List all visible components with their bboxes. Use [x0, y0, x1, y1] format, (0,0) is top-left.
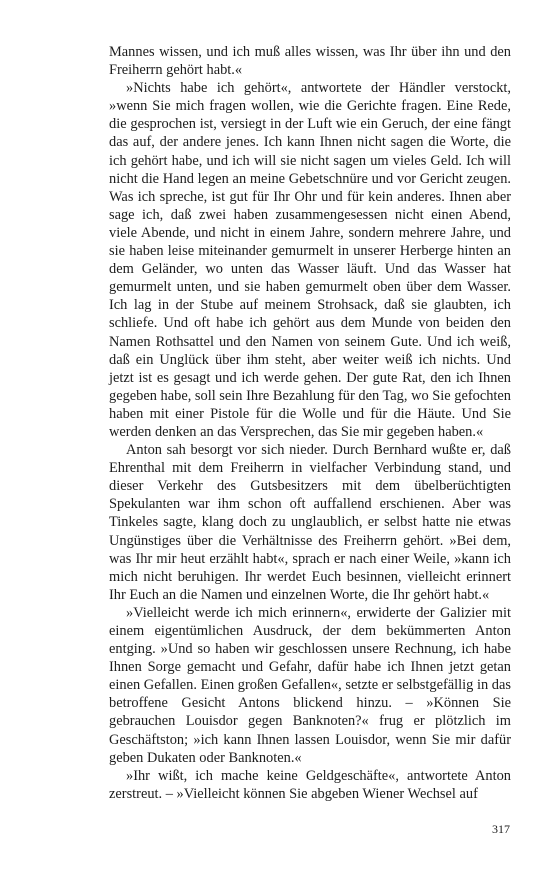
- page-number: 317: [492, 822, 510, 836]
- paragraph-3: Anton sah besorgt vor sich nieder. Durch Bernhard wußte er, daß Ehrenthal mit dem Freiherrn in vielfacher Verbindung stand, und dieser Verkehr des Gutsbesitzers mit dem übelberüchtigten Spekulanten war ihm schon oft auffallend erschienen. Aber was Tinkeles sagte, klang doch zu unglaublich, er selbst hatte nie etwas Ungünstiges über die Verhältnisse des Freiherrn gehört. »Bei dem, was Ihr mir heut erzählt habt«, sprach er nach einer Weile, »kann ich mich nicht beruhigen. Ihr werdet Euch besinnen, vielleicht erinnert Ihr Euch an die Namen und einzelnen Worte, die Ihr gehört habt.«: [109, 442, 511, 603]
- body-text: [109, 43, 511, 803]
- paragraph-5: »Ihr wißt, ich mache keine Geldgeschäfte«, antwortete Anton zerstreut. – »Vielleicht können Sie abgeben Wiener Wechsel auf: [109, 767, 511, 802]
- paragraph-4: »Vielleicht werde ich mich erinnern«, erwiderte der Galizier mit einem eigentümlichen Ausdruck, der dem bekümmerten Anton entging. »Und so haben wir geschlossen unsere Rechnung, ich habe Ihnen Sorge gemacht und Gefahr, dafür habe ich Ihnen jetzt getan einen Gefallen. Einen großen Gefallen«, setzte er selbstgefällig in das betroffene Gesicht Antons blickend hinzu. – »Können Sie gebrauchen Louisdor gegen Banknoten?« frug er plötzlich im Geschäftston; »ich kann Ihnen lassen Louisdor, wenn Sie mir dafür geben Dukaten oder Banknoten.«: [109, 604, 511, 766]
- paragraph-1: Mannes wissen, und ich muß alles wissen, was Ihr über ihn und den Freiherrn gehört habt.«: [109, 44, 511, 79]
- paragraph-2: »Nichts habe ich gehört«, antwortete der Händler verstockt, »wenn Sie mich fragen wollen, wie die Gerichte fragen. Eine Rede, die gesprochen ist, versiegt in der Luft wie ein Geruch, der eine fängt das auf, der andere jenes. Ich kann Ihnen nicht sagen die Worte, die ich gehört habe, und ich will sie nicht sagen um vieles Geld. Ich will nicht die Hand legen an meine Gebetschnüre und vor Gericht zeugen. Was ich spreche, ist gut für Ihr Ohr und für kein anderes. Ihnen aber sage ich, daß zwei haben zusammengesessen nicht einen Abend, viele Abende, und nicht in einem Jahre, sondern mehrere Jahre, und sie haben leise miteinander gemurmelt in unserer Herberge hinten an dem Geländer, wo unten das Wasser läuft. Und das Wasser hat gemurmelt unten, und sie haben gemurmelt oben über dem Wasser. Ich lag in der Stube auf meinem Strohsack, daß sie glaubten, ich schliefe. Und oft habe ich gehört aus dem Munde von beiden den Namen Rothsattel und den Namen von seinem Gute. Und ich weiß, daß ein Unglück über ihm steht, aber weiter weiß ich nichts. Und jetzt ist es gesagt und ich werde gehen. Der gute Rat, den ich Ihnen gegeben habe, soll sein Ihre Bezahlung für den Tag, wo Sie gefochten haben mit einer Pistole für die Wolle und für die Häute. Und Sie werden denken an das Versprechen, das Sie mir gegeben haben.«: [109, 80, 511, 440]
